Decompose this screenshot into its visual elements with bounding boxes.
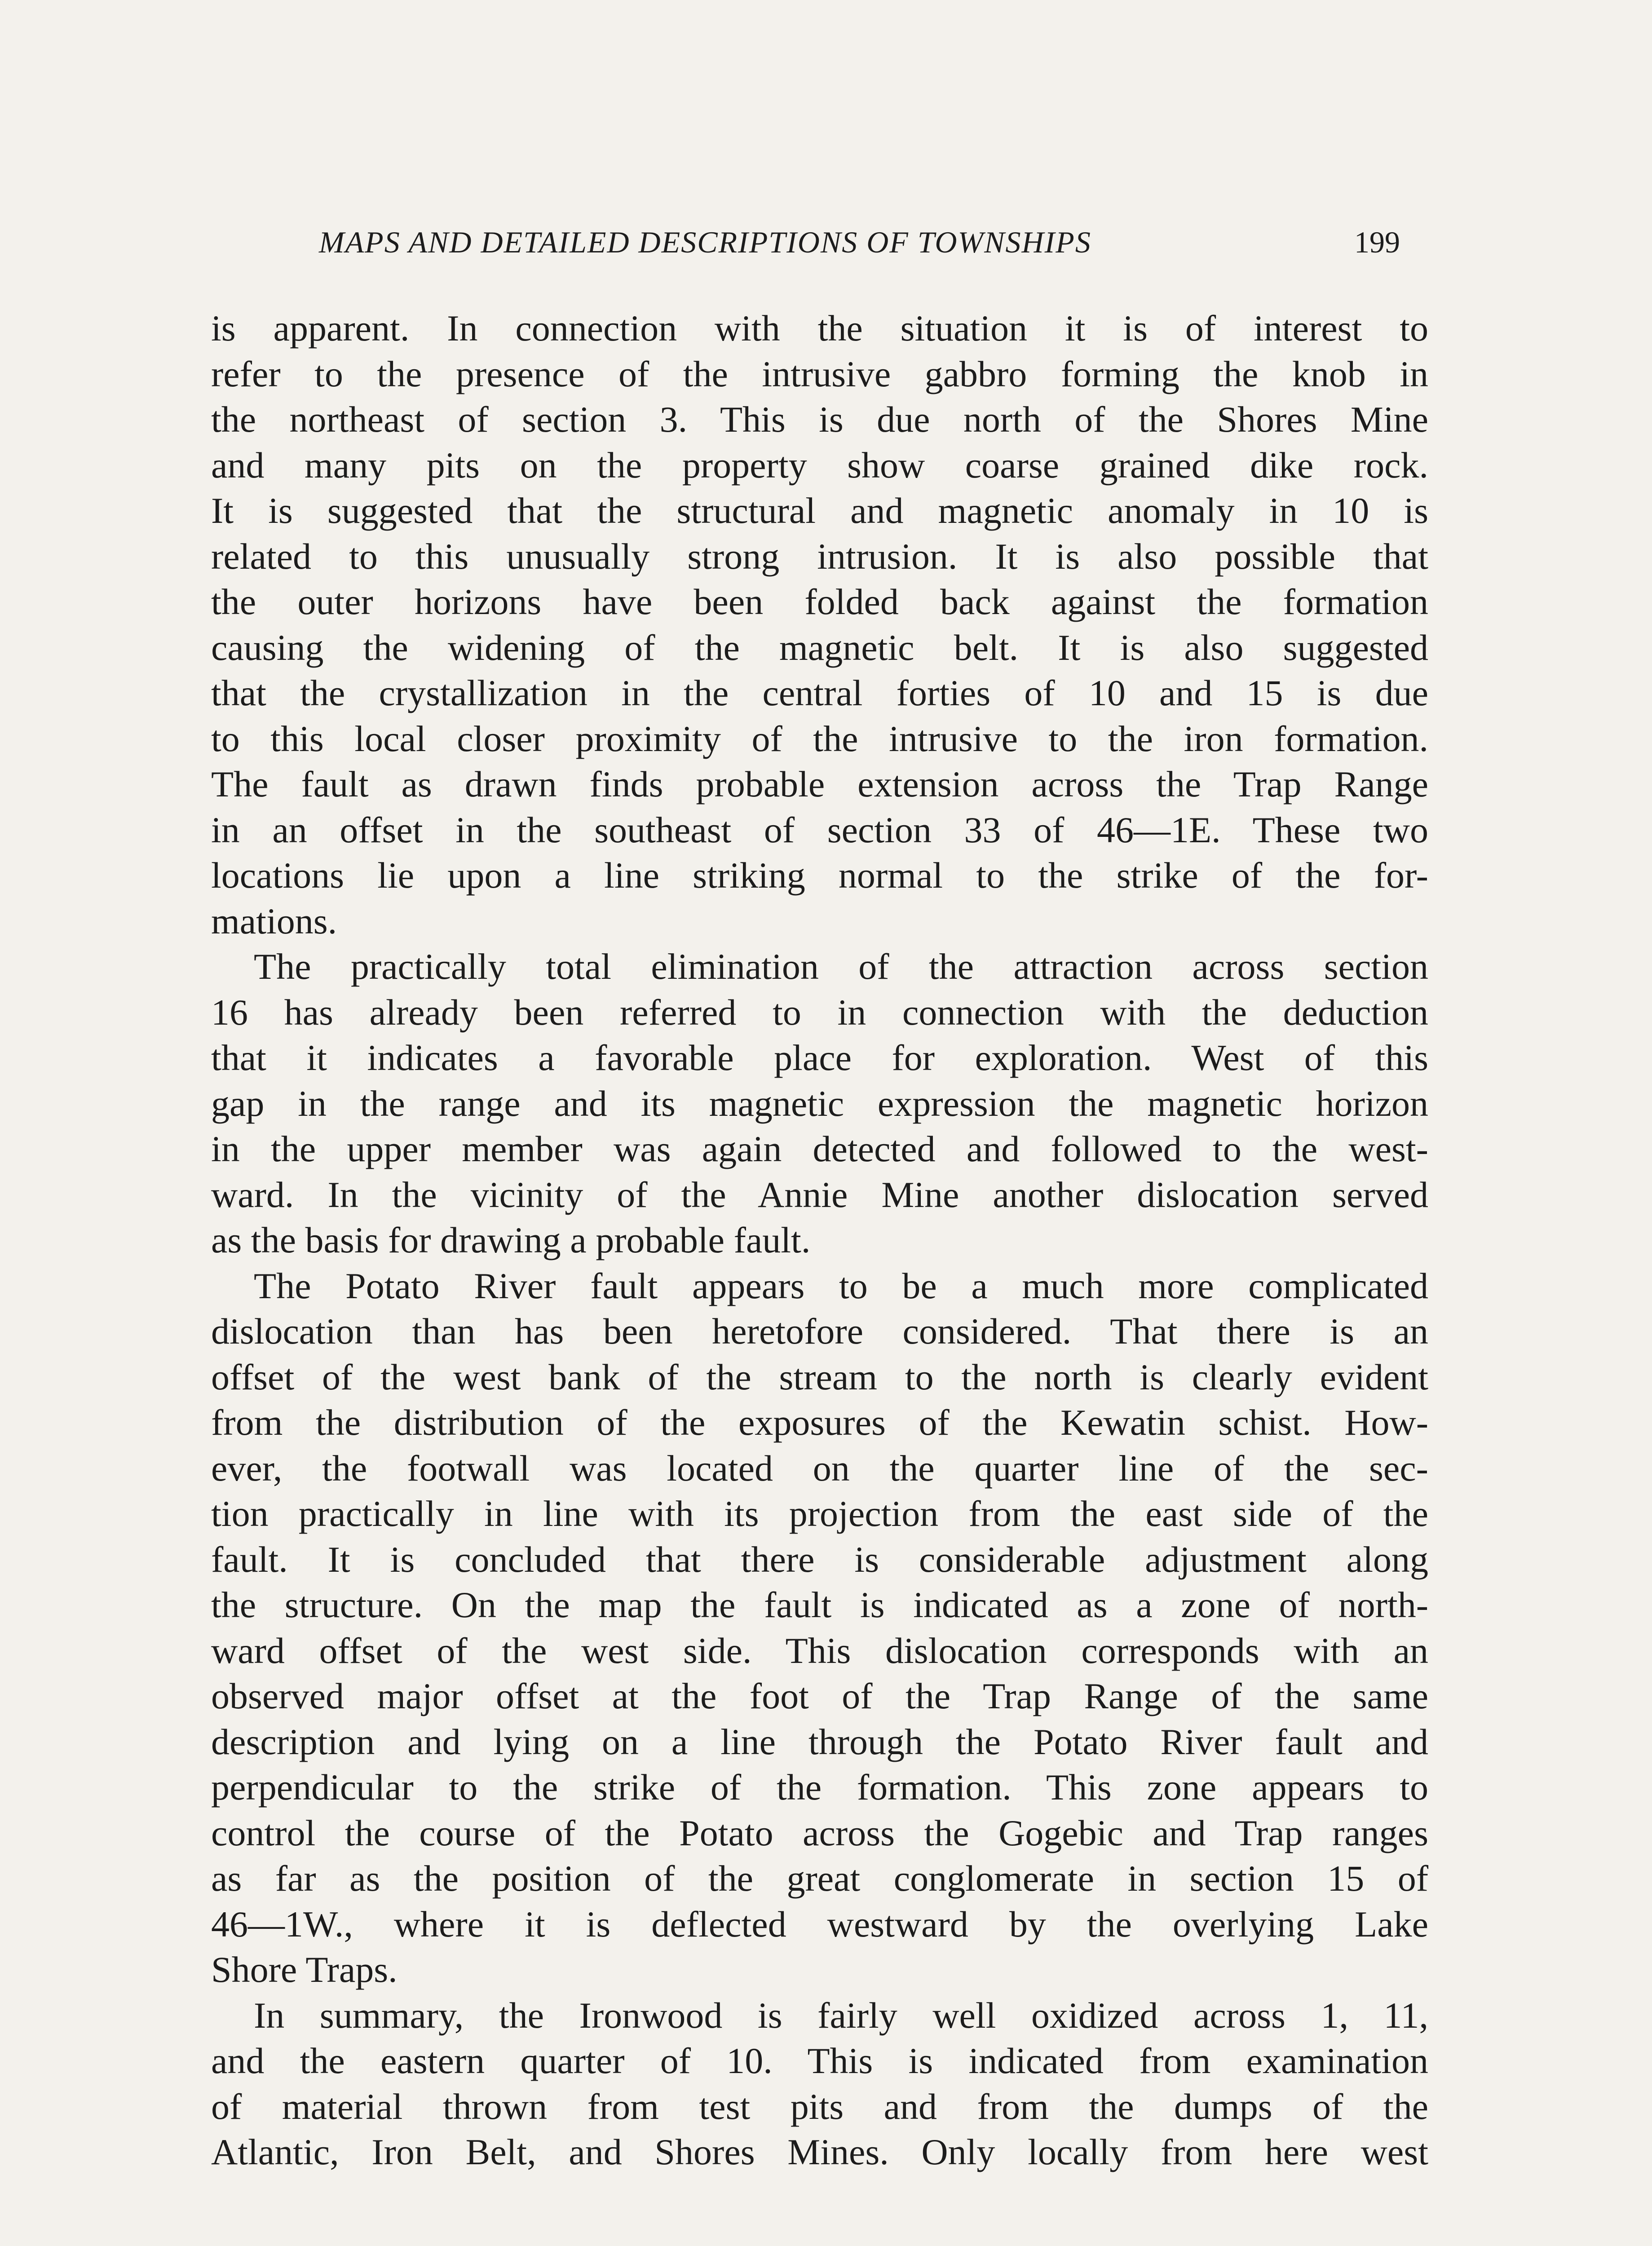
paragraph: [211, 1993, 1428, 2175]
text-line: In summary, the Ironwood is fairly well oxidized across 1, 11,: [254, 1994, 1428, 2036]
text-line: offset of the west bank of the stream to the north is clearly evident: [211, 1356, 1428, 1397]
text-line: from the distribution of the exposures of the Kewatin schist. How-: [211, 1402, 1428, 1443]
text-line: Atlantic, Iron Belt, and Shores Mines. Only locally from here west: [211, 2131, 1428, 2172]
text-line: the structure. On the map the fault is indicated as a zone of north-: [211, 1584, 1428, 1625]
text-line: tion practically in line with its projection from the east side of the: [211, 1493, 1428, 1534]
text-line: as far as the position of the great conglomerate in section 15 of: [211, 1858, 1428, 1899]
text-line: in an offset in the southeast of section 33 of 46—1E. These two: [211, 809, 1428, 850]
text-line: ever, the footwall was located on the quarter line of the sec-: [211, 1447, 1428, 1489]
text-line: control the course of the Potato across the Gogebic and Trap ranges: [211, 1812, 1428, 1853]
body-text: [211, 305, 1428, 2175]
text-line: observed major offset at the foot of the Trap Range of the same: [211, 1676, 1428, 1716]
paragraph: [211, 944, 1428, 1263]
paragraph: [211, 305, 1428, 944]
text-line: dislocation than has been heretofore considered. That there is an: [211, 1311, 1428, 1352]
text-line: Shore Traps.: [211, 1949, 398, 1990]
text-line: is apparent. In connection with the situation it is of interest to: [211, 308, 1428, 349]
text-line: It is suggested that the structural and magnetic anomaly in 10 is: [211, 490, 1428, 531]
text-line: and many pits on the property show coarse grained dike rock.: [211, 444, 1428, 486]
text-line: 46—1W., where it is deflected westward by the overlying Lake: [211, 1903, 1428, 1945]
text-line: that the crystallization in the central forties of 10 and 15 is due: [211, 672, 1428, 713]
text-line: to this local closer proximity of the intrusive to the iron formation.: [211, 718, 1428, 759]
text-line: The Potato River fault appears to be a much more complicated: [254, 1265, 1428, 1306]
text-line: description and lying on a line through the Potato River fault and: [211, 1721, 1428, 1762]
text-line: perpendicular to the strike of the formation. This zone appears to: [211, 1767, 1428, 1808]
text-line: refer to the presence of the intrusive gabbro forming the knob in: [211, 353, 1428, 394]
text-line: of material thrown from test pits and from the dumps of the: [211, 2086, 1428, 2127]
text-line: that it indicates a favorable place for exploration. West of this: [211, 1037, 1428, 1078]
text-line: the outer horizons have been folded back against the formation: [211, 581, 1428, 622]
page-number: 199: [1354, 225, 1400, 259]
text-line: and the eastern quarter of 10. This is indicated from examination: [211, 2040, 1428, 2081]
text-line: The practically total elimination of the attraction across section: [254, 946, 1428, 987]
text-line: in the upper member was again detected and followed to the west-: [211, 1128, 1428, 1169]
text-line: The fault as drawn finds probable extension across the Trap Range: [211, 764, 1428, 805]
text-line: ward. In the vicinity of the Annie Mine another dislocation served: [211, 1174, 1428, 1215]
paragraph: [211, 1263, 1428, 1993]
text-line: mations.: [211, 900, 337, 942]
text-line: the northeast of section 3. This is due north of the Shores Mine: [211, 399, 1428, 440]
text-line: locations lie upon a line striking normal to the strike of the for-: [211, 855, 1428, 896]
running-head: MAPS AND DETAILED DESCRIPTIONS OF TOWNSHIPS: [319, 225, 1091, 259]
text-line: 16 has already been referred to in connection with the deduction: [211, 991, 1428, 1033]
text-line: fault. It is concluded that there is considerable adjustment along: [211, 1539, 1428, 1580]
text-line: causing the widening of the magnetic belt. It is also suggested: [211, 627, 1428, 668]
text-line: as the basis for drawing a probable fault.: [211, 1220, 811, 1260]
text-line: ward offset of the west side. This dislocation corresponds with an: [211, 1630, 1428, 1671]
text-line: related to this unusually strong intrusion. It is also possible that: [211, 535, 1428, 577]
text-line: gap in the range and its magnetic expression the magnetic horizon: [211, 1083, 1428, 1124]
